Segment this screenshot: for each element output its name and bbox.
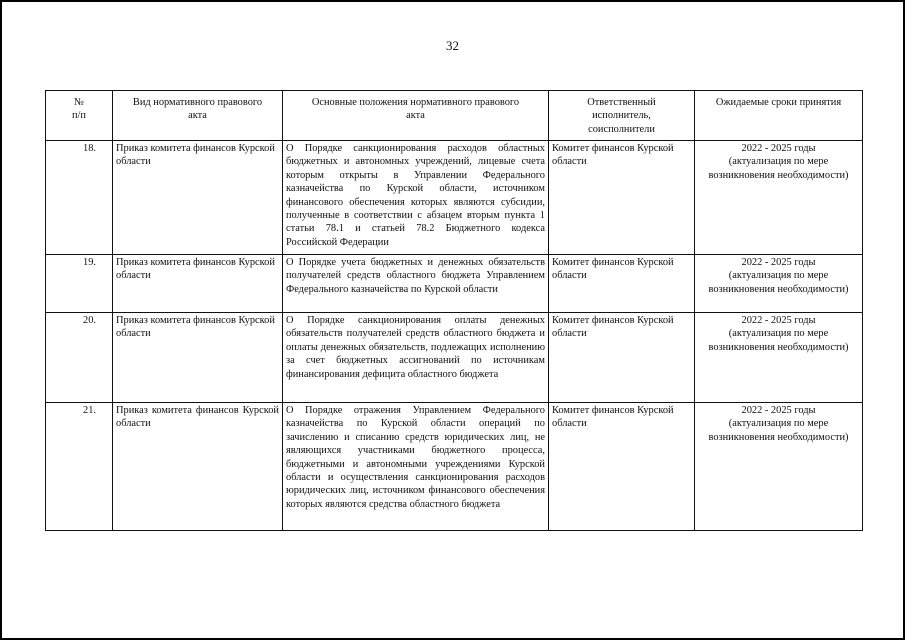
- row-number: 21.: [46, 403, 113, 531]
- term-years: 2022 - 2025 годы: [741, 405, 816, 416]
- row-provisions: О Порядке санкционирования расходов областных бюджетных и автономных учреждений, лицевые счета которым открыты в Управлении Федерального казначейства по Курской области, источником финансового обеспечения которых являются субсидии, полученные в соответствии с абзацем вторым пункта 1 статьи 78.1 и статьей 78.2 Бюджетного кодекса Российской Федерации: [283, 141, 549, 255]
- term-years: 2022 - 2025 годы: [741, 315, 816, 326]
- row-number: 19.: [46, 255, 113, 313]
- row-terms: [695, 141, 863, 255]
- header-number: № п/п: [46, 91, 113, 141]
- table-row: [46, 403, 863, 531]
- row-executor: Комитет финансов Курской области: [549, 255, 695, 313]
- header-provisions: Основные положения нормативного правового акта: [283, 91, 549, 141]
- term-note: возникновения необходимости): [708, 283, 849, 295]
- header-terms: Ожидаемые сроки принятия: [695, 91, 863, 141]
- row-provisions: О Порядке отражения Управлением Федерального казначейства по Курской области операций по зачислению и списанию средств юридических лиц, не являющихся участниками бюджетного процесса, бюджетными и автономными учреждениями Курской области и осуществления санкционирования расходов юридических лиц, источником финансового обеспечения которых являются средства областного бюджета: [283, 403, 549, 531]
- term-years: 2022 - 2025 годы: [741, 143, 816, 154]
- row-terms: [695, 313, 863, 403]
- row-provisions: О Порядке учета бюджетных и денежных обязательств получателей средств областного бюджета Управлением Федерального казначейства по Курской области: [283, 255, 549, 313]
- row-executor: Комитет финансов Курской области: [549, 313, 695, 403]
- term-note: (актуализация по мере: [728, 270, 829, 282]
- row-act-type: Приказ комитета финансов Курской области: [113, 141, 283, 255]
- row-terms: [695, 403, 863, 531]
- row-act-type: Приказ комитета финансов Курской области: [113, 403, 283, 531]
- row-executor: Комитет финансов Курской области: [549, 141, 695, 255]
- row-number: 20.: [46, 313, 113, 403]
- row-act-type: Приказ комитета финансов Курской области: [113, 313, 283, 403]
- row-number: 18.: [46, 141, 113, 255]
- row-terms: [695, 255, 863, 313]
- row-act-type: Приказ комитета финансов Курской области: [113, 255, 283, 313]
- table-row: [46, 141, 863, 255]
- row-provisions: О Порядке санкционирования оплаты денежных обязательств получателей средств областного бюджета и оплаты денежных обязательств, подлежащих исполнению за счет бюджетных ассигнований по источникам финансирования дефицита областного бюджета: [283, 313, 549, 403]
- page-frame-top: [0, 0, 905, 2]
- term-note: (актуализация по мере: [728, 156, 829, 168]
- header-executor: Ответственный исполнитель, соисполнители: [549, 91, 695, 141]
- term-note: возникновения необходимости): [708, 431, 849, 443]
- table-row: [46, 313, 863, 403]
- term-note: возникновения необходимости): [708, 169, 849, 181]
- term-note: возникновения необходимости): [708, 341, 849, 353]
- term-note: (актуализация по мере: [728, 328, 829, 340]
- row-executor: Комитет финансов Курской области: [549, 403, 695, 531]
- page-number: 32: [446, 38, 459, 53]
- page-frame-left: [0, 0, 2, 640]
- table-row: [46, 255, 863, 313]
- table-header-row: [46, 91, 863, 141]
- term-note: (актуализация по мере: [728, 418, 829, 430]
- header-act-type: Вид нормативного правового акта: [113, 91, 283, 141]
- acts-table: [45, 90, 863, 531]
- term-years: 2022 - 2025 годы: [741, 257, 816, 268]
